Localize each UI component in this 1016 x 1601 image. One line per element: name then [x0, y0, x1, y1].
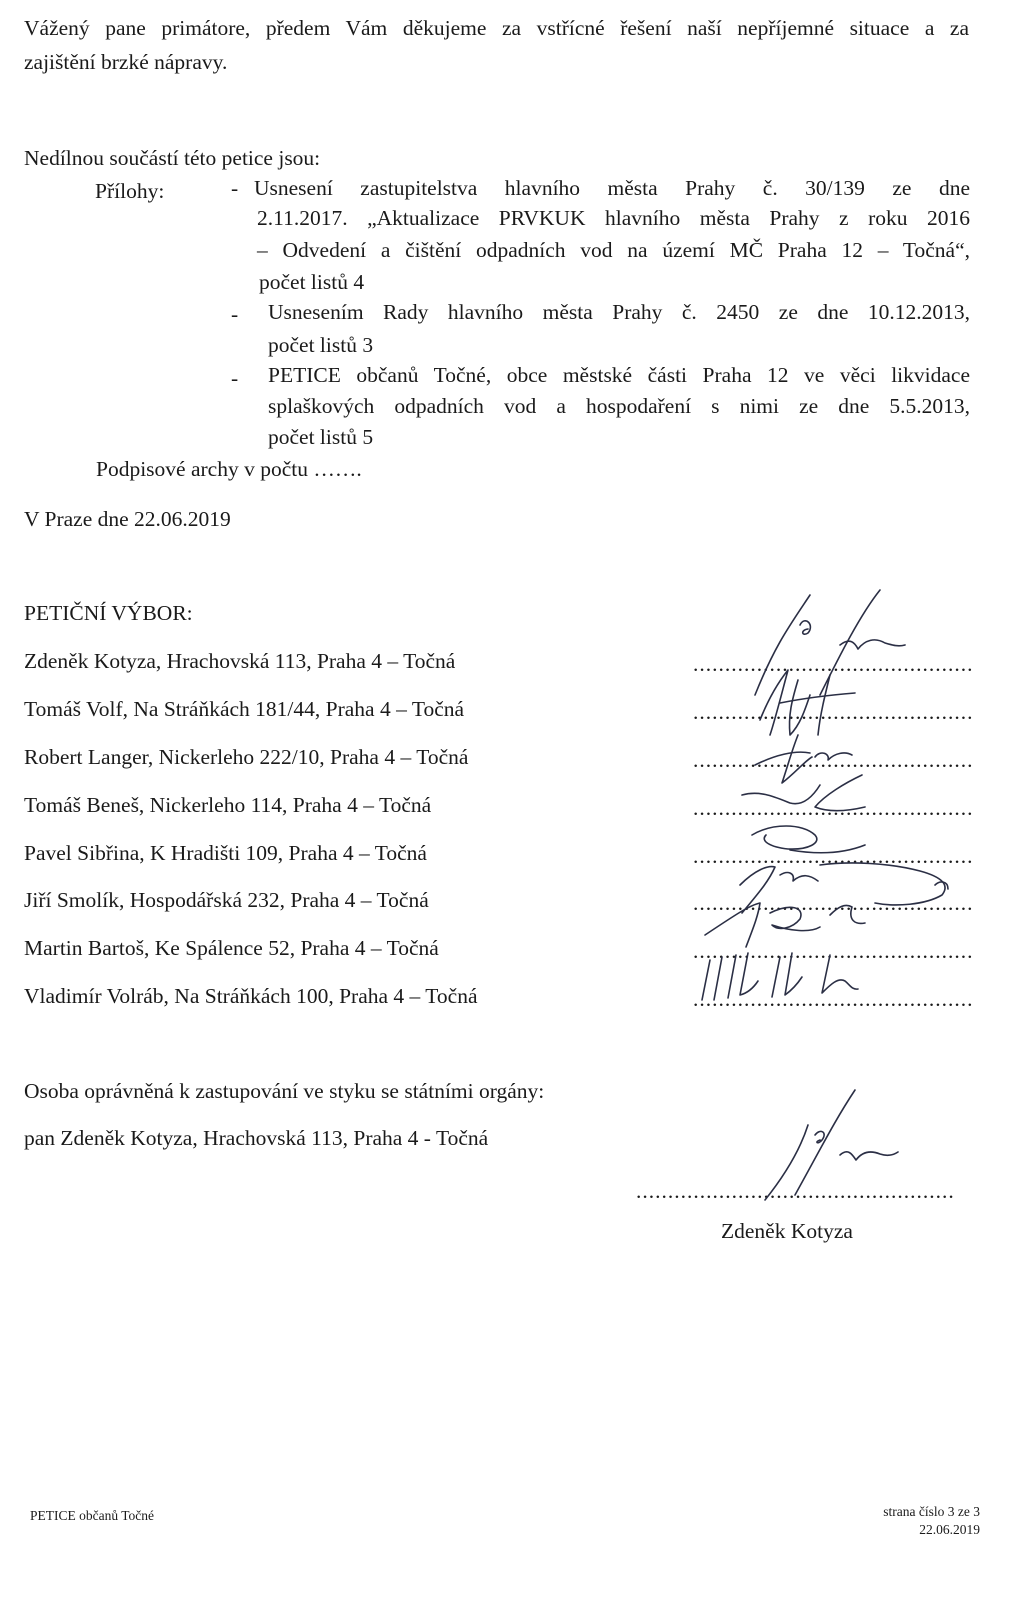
- signature-dots-1: ............................................: [693, 652, 974, 676]
- attachment-1-line-2: 2.11.2017. „Aktualizace PRVKUK hlavního města Prahy z roku 2016: [257, 206, 970, 230]
- signature-dots-5: ............................................: [693, 844, 974, 868]
- attachment-1-line-1: Usnesení zastupitelstva hlavního města Prahy č. 30/139 ze dne: [254, 176, 970, 200]
- attachment-3-line-2: splaškových odpadních vod a hospodaření s nimi ze dne 5.5.2013,: [268, 394, 970, 418]
- attachments-heading: Nedílnou součástí této petice jsou:: [24, 146, 321, 170]
- attachment-3-line-1: PETICE občanů Točné, obce městské části Praha 12 ve věci likvidace: [268, 363, 970, 387]
- committee-member-4: Tomáš Beneš, Nickerleho 114, Praha 4 – Točná: [24, 793, 432, 817]
- place-date: V Praze dne 22.06.2019: [24, 507, 231, 531]
- signature-sheets-count: Podpisové archy v počtu …….: [96, 457, 362, 481]
- committee-member-3: Robert Langer, Nickerleho 222/10, Praha 4 – Točná: [24, 745, 469, 769]
- footer-date: 22.06.2019: [919, 1522, 980, 1537]
- signature-1: [755, 595, 810, 695]
- attachment-2-bullet: -: [231, 302, 239, 326]
- representative-signature-dots: ..................................................: [636, 1179, 955, 1203]
- committee-member-6: Jiří Smolík, Hospodářská 232, Praha 4 – Točná: [24, 888, 429, 912]
- representative-person: pan Zdeněk Kotyza, Hrachovská 113, Praha 4 - Točná: [24, 1126, 489, 1150]
- attachment-3-bullet: -: [231, 366, 239, 390]
- signature-dots-4: ............................................: [693, 796, 974, 820]
- signature-dots-3: ............................................: [693, 748, 974, 772]
- attachment-1-bullet: -: [231, 176, 239, 200]
- signature-dots-8: ............................................: [693, 987, 974, 1011]
- representative-signature-name: Zdeněk Kotyza: [721, 1219, 853, 1243]
- committee-heading: PETIČNÍ VÝBOR:: [24, 601, 193, 625]
- committee-member-2: Tomáš Volf, Na Stráňkách 181/44, Praha 4 – Točná: [24, 697, 465, 721]
- signature-dots-2: ............................................: [693, 700, 974, 724]
- intro-line-2: zajištění brzké nápravy.: [24, 50, 228, 74]
- footer-page-number: strana číslo 3 ze 3: [883, 1504, 980, 1519]
- attachment-2-line-1: Usnesením Rady hlavního města Prahy č. 2450 ze dne 10.12.2013,: [268, 300, 970, 324]
- representative-heading: Osoba oprávněná k zastupování ve styku se státními orgány:: [24, 1079, 545, 1103]
- footer-left: PETICE občanů Točné: [30, 1508, 155, 1523]
- attachment-2-line-2: počet listů 3: [268, 333, 374, 357]
- attachment-3-line-3: počet listů 5: [268, 425, 374, 449]
- committee-member-5: Pavel Sibřina, K Hradišti 109, Praha 4 – Točná: [24, 841, 427, 865]
- intro-line-1: Vážený pane primátore, předem Vám děkujeme za vstřícné řešení naší nepříjemné situace a za: [24, 16, 969, 40]
- committee-member-8: Vladimír Volráb, Na Stráňkách 100, Praha 4 – Točná: [24, 984, 478, 1008]
- attachment-1-line-4: počet listů 4: [259, 270, 365, 294]
- signature-dots-6: ............................................: [693, 891, 974, 915]
- attachment-1-line-3: – Odvedení a čištění odpadních vod na území MČ Praha 12 – Točná“,: [257, 238, 970, 262]
- signature-dots-7: ............................................: [693, 939, 974, 963]
- committee-member-7: Martin Bartoš, Ke Spálence 52, Praha 4 – Točná: [24, 936, 439, 960]
- attachments-label: Přílohy:: [95, 179, 165, 203]
- committee-member-1: Zdeněk Kotyza, Hrachovská 113, Praha 4 – Točná: [24, 649, 456, 673]
